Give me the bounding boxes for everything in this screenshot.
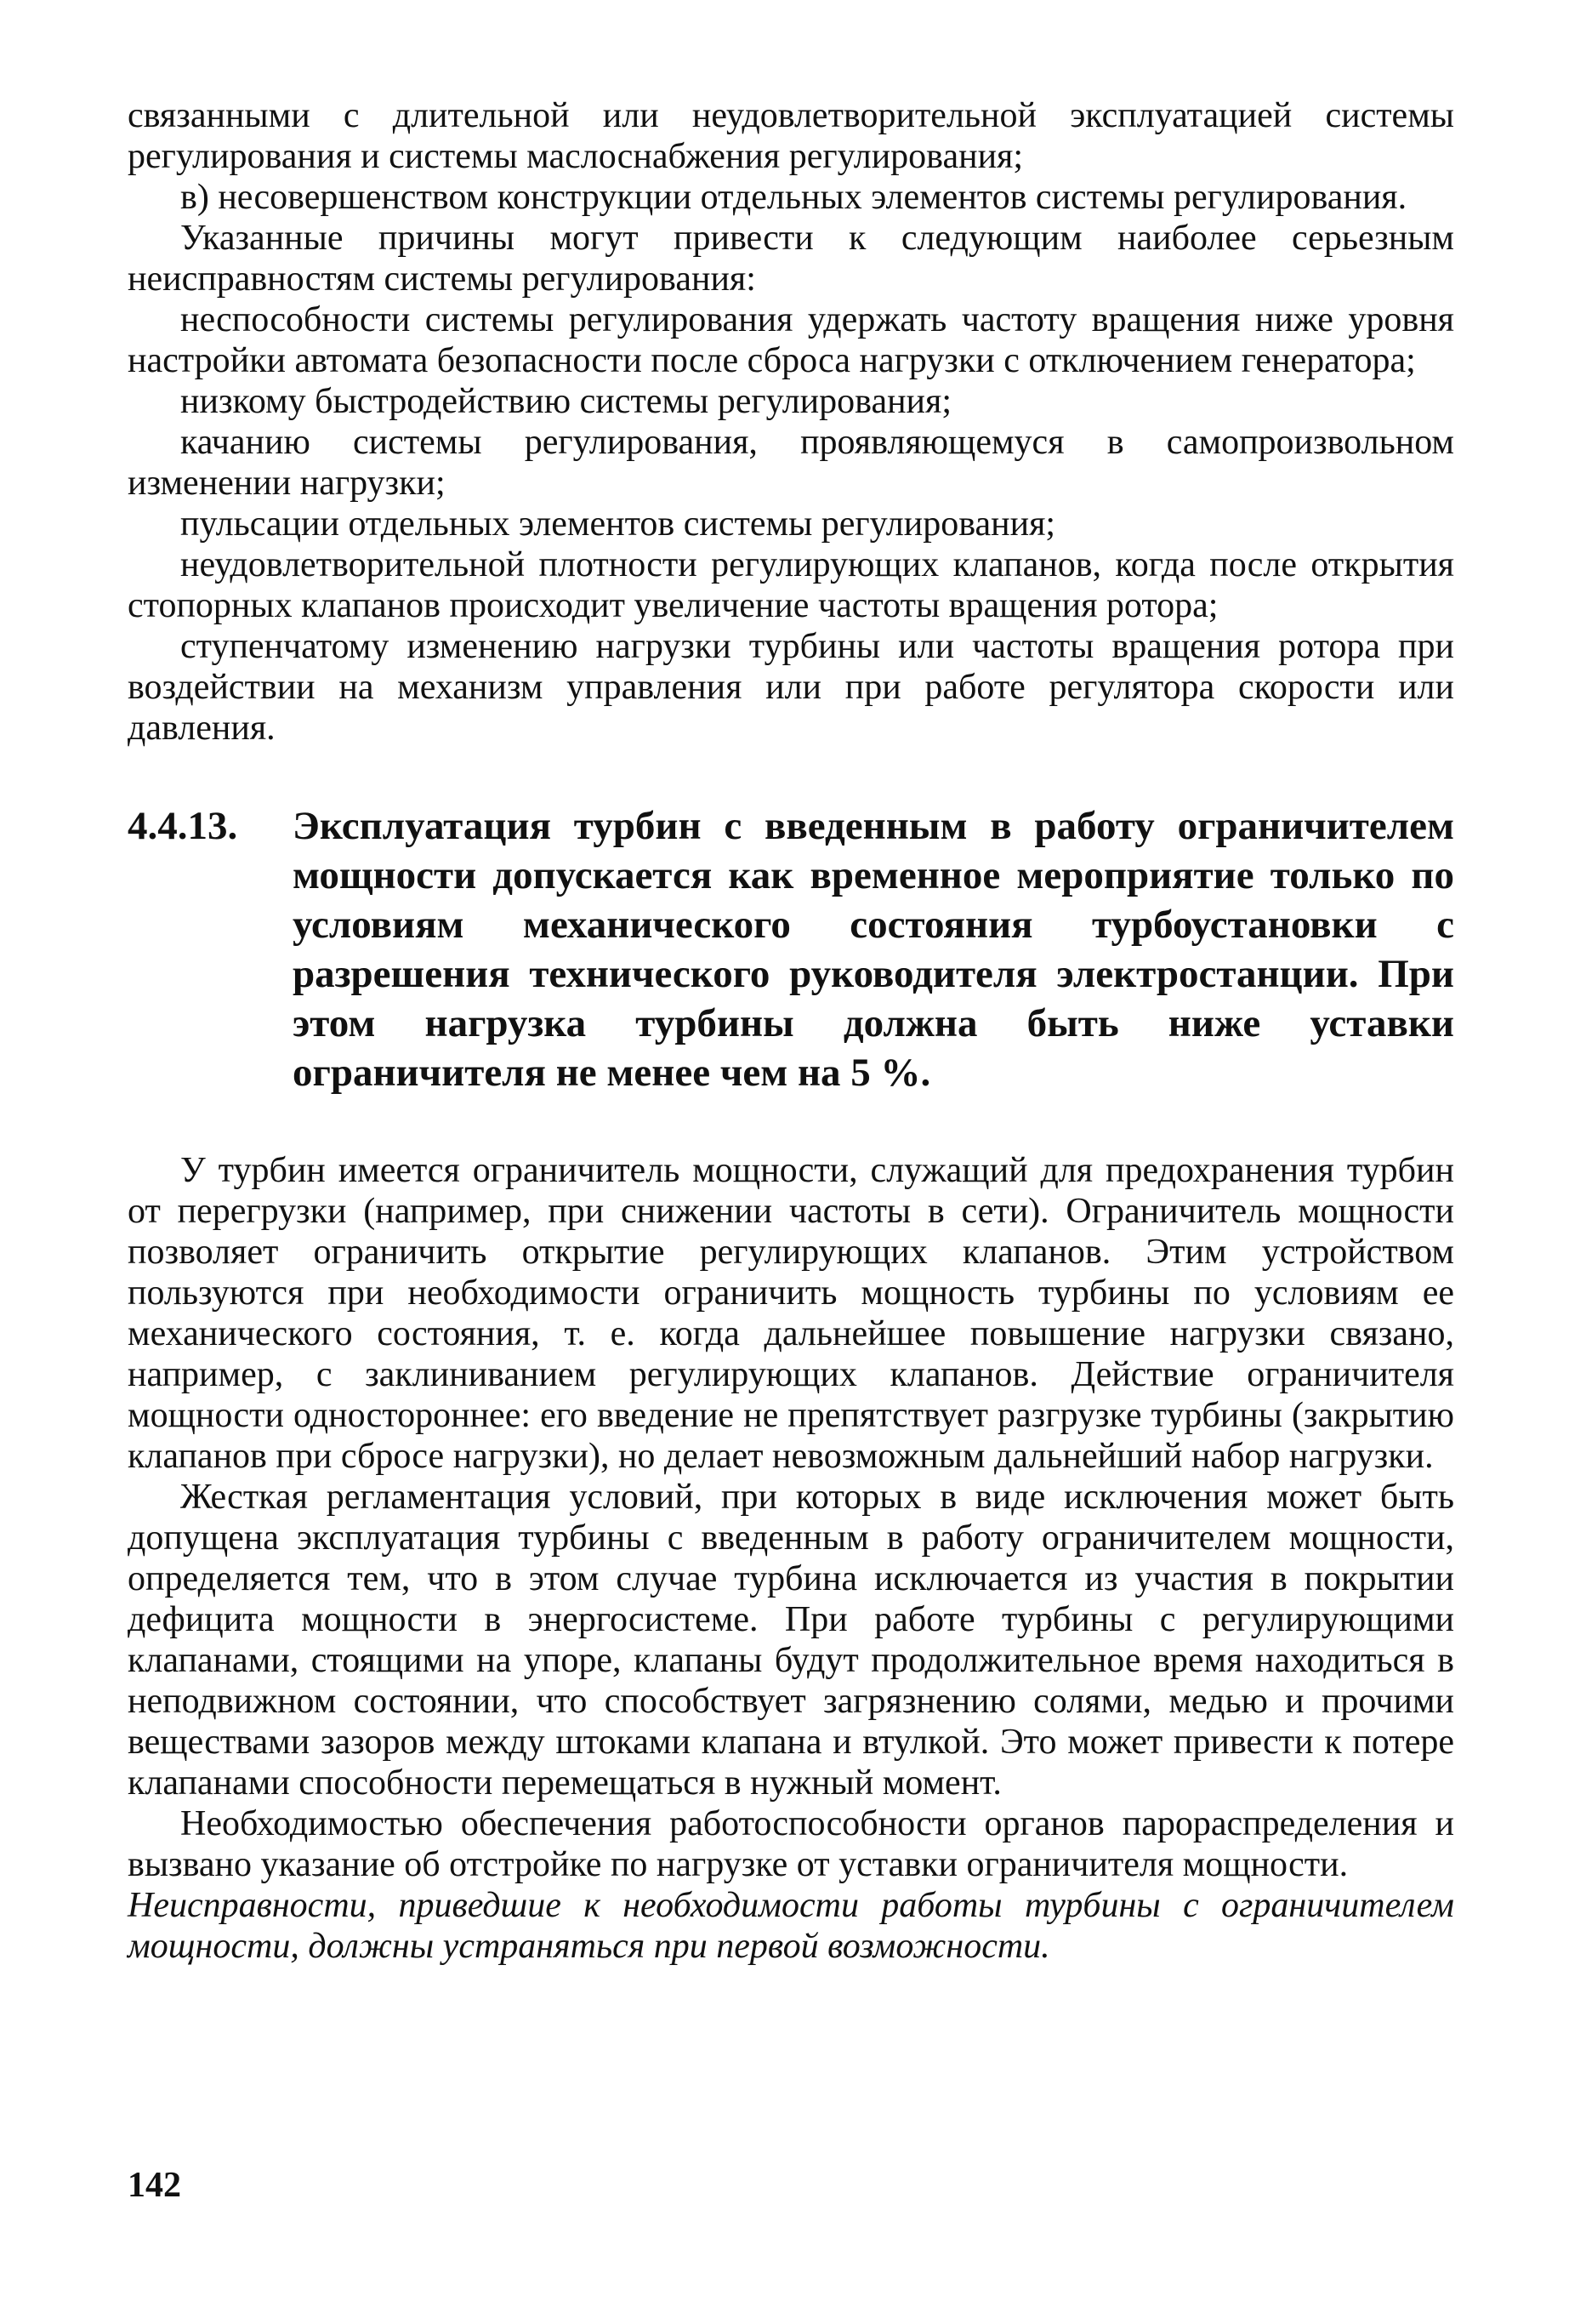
malfunction-item: неудовлетворительной плотности регулирующих клапанов, когда после открытия стопорных клапанов происходит увеличение частоты вращения ротора; [128,545,1454,625]
italic-paragraph: Неисправности, приведшие к необходимости работы турбины с ограничителем мощности, должны устраняться при первой возможности. [128,1886,1454,1966]
malfunction-item: неспособности системы регулирования удержать частоту вращения ниже уровня настройки автомата безопасности после сброса нагрузки с отключением генератора; [128,300,1454,380]
list-item-v: в) несовершенством конструкции отдельных элементов системы регулирования. [180,178,1407,217]
malfunction-item: пульсации отдельных элементов системы регулирования; [180,504,1056,544]
section-heading [128,801,1454,1097]
page-content [128,95,1454,1967]
malfunction-item: низкому быстродействию системы регулирования; [180,382,952,421]
section-rule-text: Эксплуатация турбин с введенным в работу ограничителем мощности допускается как временное мероприятие только по условиям механического состояния турбоустановки с разрешения технического руководителя электростанции. При этом нагрузка турбины должна быть ниже уставки ограничителя не менее чем на 5 %. [293,804,1454,1095]
malfunction-item: ступенчатому изменению нагрузки турбины или частоты вращения ротора при воздействии на механизм управления или при работе регулятора скорости или давления. [128,627,1454,748]
page-number: 142 [128,2166,181,2205]
body-paragraph: Необходимостью обеспечения работоспособности органов парораспределения и вызвано указание об отстройке по нагрузке от уставки ограничителя мощности. [128,1804,1454,1884]
body-paragraph: Жесткая регламентация условий, при которых в виде исключения может быть допущена эксплуатация турбины с введенным в работу ограничителем мощности, определяется тем, что в этом случае турбина исключается из участия в покрытии дефицита мощности в энергосистеме. При работе турбины с регулирующими клапанами, стоящими на упоре, клапаны будут продолжительное время находиться в неподвижном состоянии, что способствует загрязнению солями, медью и прочими веществами зазоров между штоками клапана и втулкой. Это может привести к потере клапанами способности перемещаться в нужный момент. [128,1478,1454,1803]
paragraph-continuation: связанными с длительной или неудовлетворительной эксплуатацией системы регулирования и системы маслоснабжения регулирования; [128,96,1454,176]
section-number: 4.4.13. [128,804,238,848]
malfunction-item: качанию системы регулирования, проявляющемуся в самопроизвольном изменении нагрузки; [128,423,1454,503]
paragraph-causes: Указанные причины могут привести к следующим наиболее серьезным неисправностям системы регулирования: [128,219,1454,299]
body-paragraph: У турбин имеется ограничитель мощности, служащий для предохранения турбин от перегрузки (например, при снижении частоты в сети). Ограничитель мощности позволяет ограничить открытие регулирующих клапанов. Этим устройством пользуются при необходимости ограничить мощность турбины по условиям ее механического состояния, т. е. когда дальнейшее повышение нагрузки связано, например, с заклиниванием регулирующих клапанов. Действие ограничителя мощности одностороннее: его введение не препятствует разгрузке турбины (закрытию клапанов при сбросе нагрузки), но делает невозможным дальнейший набор нагрузки. [128,1151,1454,1476]
